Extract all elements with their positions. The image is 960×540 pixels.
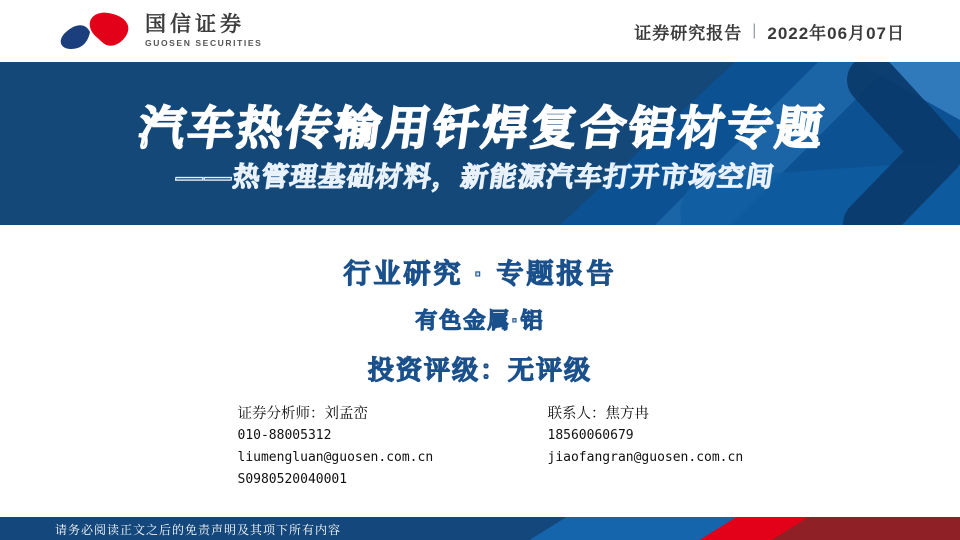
guosen-logo-icon [55,9,135,54]
report-title: 汽车热传输用钎焊复合铝材专题 [135,101,829,154]
banner-text-block [0,62,960,225]
analyst-license-number: S0980520040001 [237,472,348,487]
assistant-phone: 18560060679 [547,428,634,443]
top-bar [0,0,960,62]
report-date: 2022年06月07日 [767,23,905,43]
report-meta-section [0,225,960,387]
analyst-name: 证券分析师：刘孟峦 [237,406,368,422]
footer-bar [0,517,960,540]
assistant-column [547,403,744,491]
disclaimer-text: 请务必阅读正文之后的免责声明及其项下所有内容 [55,523,342,537]
report-type-label: 证券研究报告 [634,23,743,43]
sector-line: 有色金属·铝 [415,308,545,333]
title-banner [0,62,960,225]
analyst-column [238,403,478,491]
brand-block [55,9,262,54]
contacts-section [0,403,960,491]
separator: | [752,22,758,39]
brand-name-en: GUOSEN SECURITIES [145,38,263,48]
category-line: 行业研究 · 专题报告 [343,259,617,289]
assistant-email: jiaofangran@guosen.com.cn [547,450,744,465]
report-meta [634,19,905,44]
report-subtitle: ——热管理基础材料，新能源汽车打开市场空间 [174,161,777,192]
rating-line: 投资评级：无评级 [367,355,592,385]
brand-name-cn: 国信证券 [145,13,245,36]
brand-text [145,13,262,49]
analyst-phone: 010-88005312 [237,428,332,443]
assistant-name: 联系人：焦方冉 [547,406,649,422]
analyst-email: liumengluan@guosen.com.cn [237,450,434,465]
